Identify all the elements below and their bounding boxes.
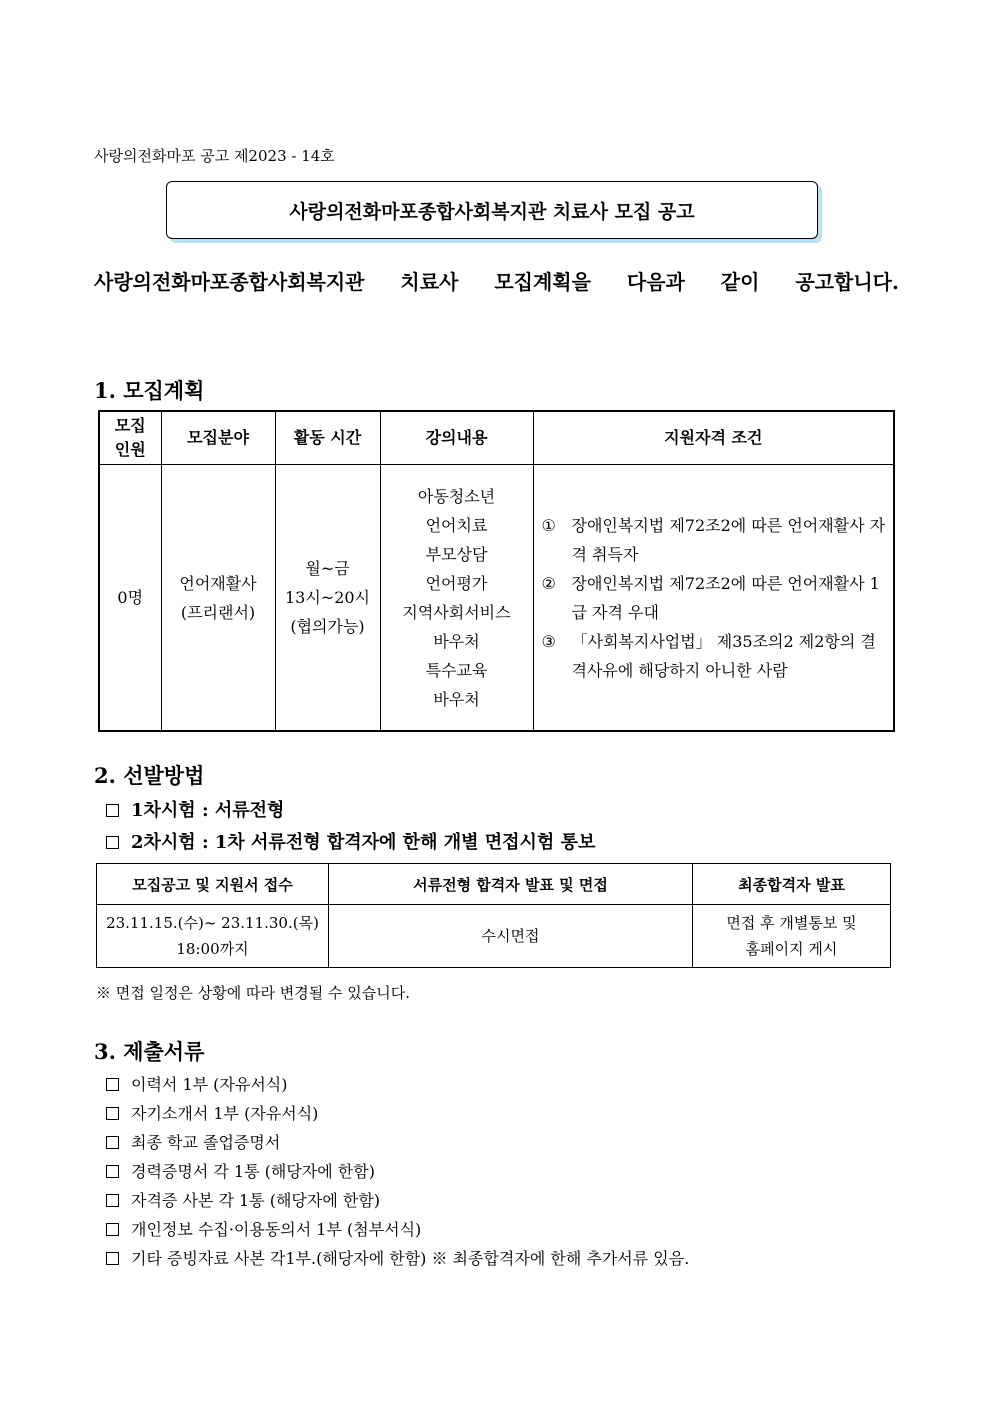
cell-requirements bbox=[533, 465, 894, 732]
selection-option-2 bbox=[106, 828, 595, 854]
notice-number: 사랑의전화마포 공고 제2023 - 14호 bbox=[94, 147, 335, 165]
list-item bbox=[106, 1128, 689, 1157]
checkbox-icon bbox=[106, 804, 119, 817]
section2-heading: 2. 선발방법 bbox=[94, 763, 205, 788]
checkbox-icon bbox=[106, 1107, 119, 1120]
checkbox-icon bbox=[106, 1223, 119, 1236]
document-label: 기타 증빙자료 사본 각1부.(해당자에 한함) ※ 최종합격자에 한해 추가서류 있음. bbox=[131, 1249, 690, 1268]
requirement-text: 장애인복지법 제72조2에 따른 언어재활사 1급 자격 우대 bbox=[571, 573, 880, 622]
recruitment-plan-table bbox=[98, 410, 895, 732]
content-line: 지역사회서비스 bbox=[402, 602, 511, 622]
title-box bbox=[166, 181, 818, 239]
header-content: 강의내용 bbox=[380, 411, 533, 465]
header-requirements: 지원자격 조건 bbox=[533, 411, 894, 465]
intro-word: 치료사 bbox=[400, 270, 459, 294]
table-header-row bbox=[97, 864, 891, 905]
header-count-line2: 인원 bbox=[114, 440, 146, 459]
application-line1: 23.11.15.(수)~ 23.11.30.(목) bbox=[106, 914, 319, 932]
list-item bbox=[106, 1215, 689, 1244]
schedule-note: ※ 면접 일정은 상황에 따라 변경될 수 있습니다. bbox=[96, 984, 410, 1002]
cell-content bbox=[380, 465, 533, 732]
cell-hours bbox=[275, 465, 380, 732]
checkbox-icon bbox=[106, 1252, 119, 1265]
checkbox-icon bbox=[106, 1136, 119, 1149]
field-line1: 언어재활사 bbox=[179, 573, 257, 593]
requirement-number: ① bbox=[541, 515, 556, 535]
header-interview: 서류전형 합격자 발표 및 면접 bbox=[329, 864, 693, 905]
checkbox-icon bbox=[106, 836, 119, 849]
intro-word: 같이 bbox=[720, 270, 760, 294]
content-line: 바우처 bbox=[433, 631, 480, 651]
schedule-table bbox=[96, 863, 891, 968]
requirement-number: ③ bbox=[541, 631, 556, 651]
document-label: 개인정보 수집·이용동의서 1부 (첨부서식) bbox=[131, 1220, 422, 1239]
requirement-item bbox=[542, 569, 888, 627]
cell-application bbox=[97, 905, 329, 968]
list-item bbox=[106, 1244, 689, 1273]
checkbox-icon bbox=[106, 1078, 119, 1091]
requirement-item bbox=[542, 511, 888, 569]
final-line2: 홈페이지 게시 bbox=[745, 940, 838, 958]
document-label: 경력증명서 각 1통 (해당자에 한함) bbox=[131, 1162, 375, 1181]
content-line: 바우처 bbox=[433, 689, 480, 709]
list-item bbox=[106, 1186, 689, 1215]
checkbox-icon bbox=[106, 1194, 119, 1207]
header-count-line1: 모집 bbox=[114, 416, 146, 435]
intro-word: 다음과 bbox=[626, 270, 685, 294]
document-label: 이력서 1부 (자유서식) bbox=[131, 1075, 288, 1094]
option-label: 2차시험 : 1차 서류전형 합격자에 한해 개별 면접시험 통보 bbox=[131, 832, 596, 853]
content-line: 언어평가 bbox=[425, 573, 488, 593]
requirement-text: 장애인복지법 제72조2에 따른 언어재활사 자격 취득자 bbox=[571, 515, 886, 564]
header-count bbox=[99, 411, 161, 465]
table-row bbox=[97, 905, 891, 968]
hours-line3: (협의가능) bbox=[290, 617, 365, 636]
hours-line1: 월~금 bbox=[305, 559, 350, 578]
intro-word: 모집계획을 bbox=[494, 270, 591, 294]
document-list bbox=[106, 1070, 689, 1273]
checkbox-icon bbox=[106, 1165, 119, 1178]
document-label: 자격증 사본 각 1통 (해당자에 한함) bbox=[131, 1191, 381, 1210]
selection-option-1 bbox=[106, 796, 284, 822]
requirement-item bbox=[542, 627, 888, 685]
final-line1: 면접 후 개별통보 및 bbox=[726, 914, 857, 932]
document-label: 최종 학교 졸업증명서 bbox=[131, 1133, 281, 1152]
list-item bbox=[106, 1157, 689, 1186]
section3-heading: 3. 제출서류 bbox=[94, 1039, 205, 1064]
cell-field bbox=[161, 465, 275, 732]
table-row bbox=[99, 465, 894, 732]
cell-final bbox=[693, 905, 891, 968]
table-header-row bbox=[99, 411, 894, 465]
header-hours: 활동 시간 bbox=[275, 411, 380, 465]
content-line: 아동청소년 bbox=[417, 486, 496, 506]
list-item bbox=[106, 1099, 689, 1128]
header-final: 최종합격자 발표 bbox=[693, 864, 891, 905]
list-item bbox=[106, 1070, 689, 1099]
section1-heading: 1. 모집계획 bbox=[94, 378, 205, 403]
application-line2: 18:00까지 bbox=[176, 940, 249, 958]
intro-word: 사랑의전화마포종합사회복지관 bbox=[94, 270, 365, 294]
cell-count: 0명 bbox=[99, 465, 161, 732]
option-label: 1차시험 : 서류전형 bbox=[131, 800, 285, 821]
header-application: 모집공고 및 지원서 접수 bbox=[97, 864, 329, 905]
content-line: 특수교육 bbox=[425, 660, 488, 680]
page-title: 사랑의전화마포종합사회복지관 치료사 모집 공고 bbox=[289, 200, 695, 223]
field-line2: (프리랜서) bbox=[180, 602, 256, 622]
hours-line2: 13시~20시 bbox=[284, 588, 371, 607]
intro-sentence bbox=[94, 266, 899, 295]
requirement-number: ② bbox=[541, 573, 556, 593]
content-line: 언어치료 bbox=[425, 515, 488, 535]
requirement-text: 「사회복지사업법」 제35조의2 제2항의 결격사유에 해당하지 아니한 사람 bbox=[571, 631, 876, 680]
intro-word: 공고합니다. bbox=[795, 270, 899, 294]
document-label: 자기소개서 1부 (자유서식) bbox=[131, 1104, 319, 1123]
header-field: 모집분야 bbox=[161, 411, 275, 465]
cell-interview: 수시면접 bbox=[329, 905, 693, 968]
content-line: 부모상담 bbox=[425, 544, 488, 564]
